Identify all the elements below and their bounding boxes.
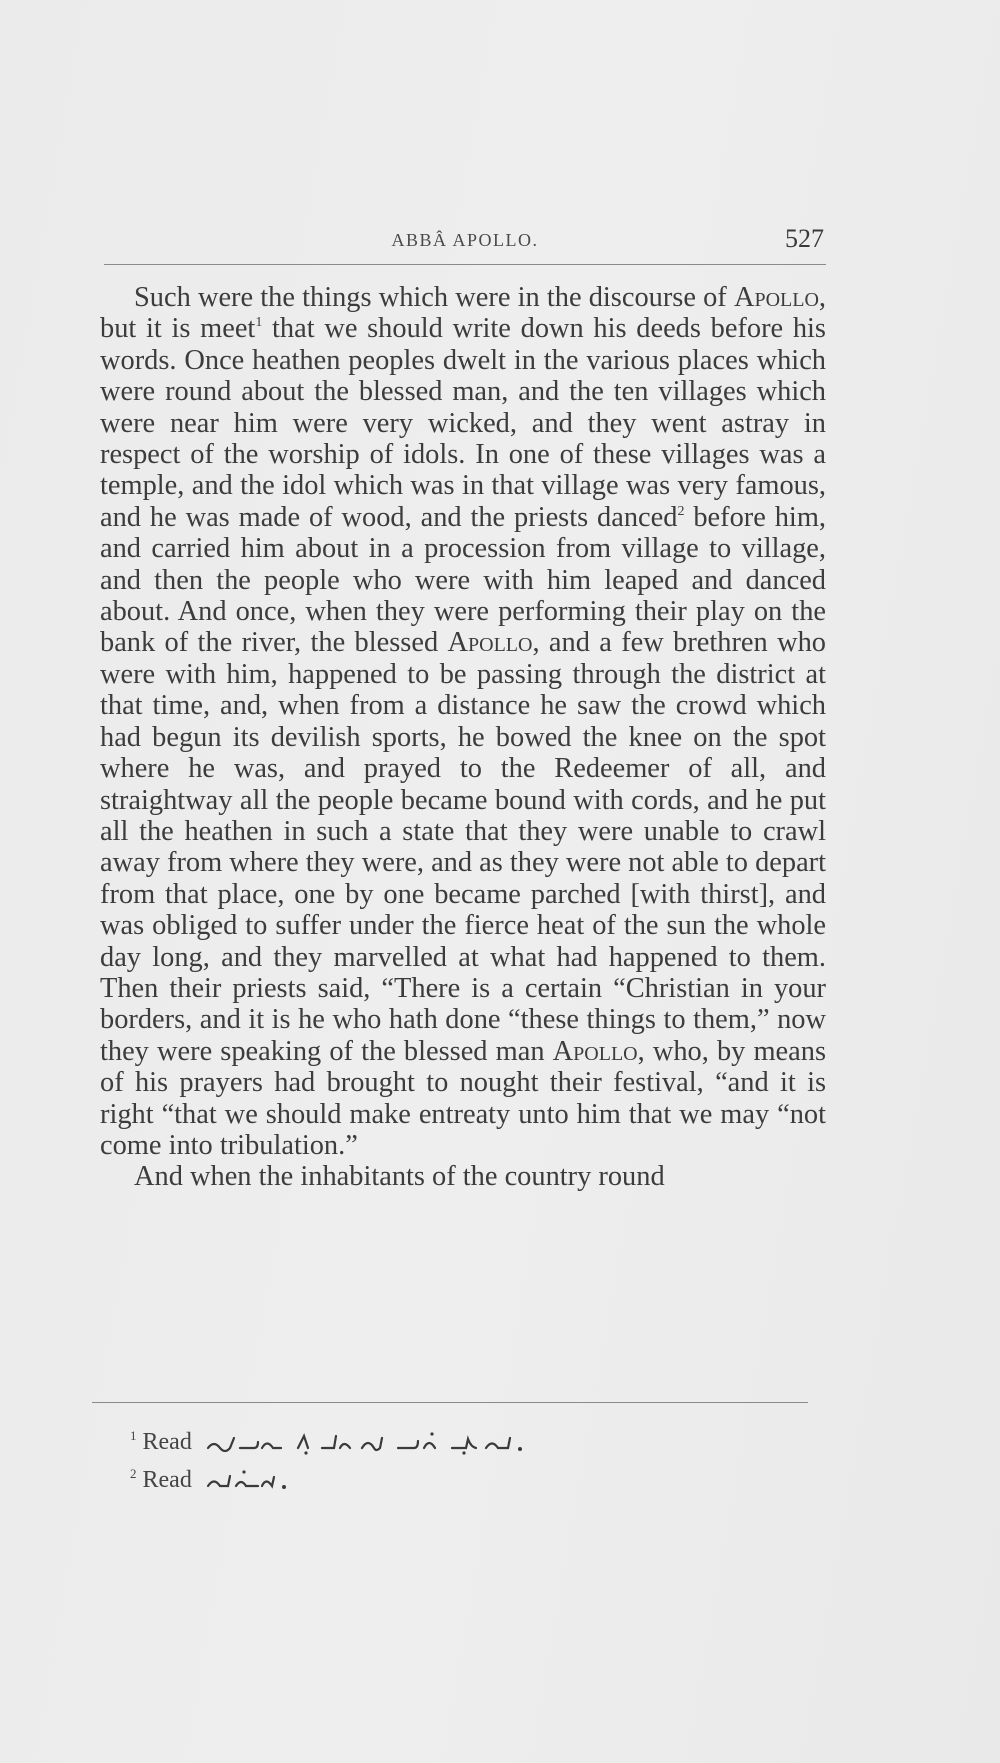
name-apollo: Apollo [447, 627, 533, 659]
footnote-mark: 2 [130, 1466, 137, 1481]
paragraph-1 [100, 282, 826, 1161]
footnote-label: Read [142, 1467, 192, 1493]
footnote-ref-1: 1 [255, 315, 263, 331]
syriac-text-2-image [202, 1468, 292, 1494]
running-head [104, 224, 826, 265]
text-run: before him, and carried him about in a procession from village to village, and then the people who were with him leaped and danced about. And once, when they were performing their play on the bank of the river, the blessed [100, 501, 826, 659]
running-title: ABBÂ APOLLO. [391, 230, 539, 250]
footnote-divider [92, 1402, 808, 1403]
body-text [100, 282, 826, 1193]
text-run: that we should write down his deeds before his words. Once heathen peoples dwelt in the various places which were round about the blessed man, and the ten villages which were near him were very wicked, and they went astray in respect of the worship of idols. In one of these villages was a temple, and the idol which was in that village was very famous, and he was made of wood, and the priests danced [100, 313, 826, 533]
page-number: 527 [785, 224, 824, 253]
name-apollo: Apollo [733, 282, 819, 313]
text-run: , who, by means of his prayers had brought to nought their festival, “and it is right “that we should make entreaty unto him that we may “not come into tribulation.” [100, 1035, 827, 1161]
text-run: , and a few brethren who were with him, happened to be passing through the district at that time, and, when from a distance he saw the crowd which had begun its devilish sports, he bowed the knee on the spot where he was, and prayed to the Redeemer of all, and straightway all the people became bound with cords, and he put all the heathen in such a state that they were unable to crawl away from where they were, and as they were not able to depart from that place, one by one became parched [with thirst], and was obliged to suffer under the fierce heat of the sun the whole day long, and they marvelled at what had happened to them. Then their priests said, “There is a certain “Christian in your borders, and it is he who hath done “these things to them,” now they were speaking of the blessed man [100, 627, 827, 1067]
text-run: , but it is meet [100, 282, 826, 345]
footnote-mark: 1 [130, 1428, 137, 1443]
paragraph-2: And when the inhabitants of the country round [134, 1161, 665, 1193]
text-run: Such were the things which were in the discourse of [134, 282, 734, 313]
footnote-1 [130, 1420, 532, 1458]
footnote-label: Read [142, 1429, 192, 1455]
footnote-2 [130, 1458, 532, 1496]
footnote-ref-2: 2 [677, 503, 685, 519]
syriac-text-1-image [202, 1430, 532, 1456]
footnotes [130, 1420, 532, 1496]
name-apollo: Apollo [552, 1035, 638, 1067]
